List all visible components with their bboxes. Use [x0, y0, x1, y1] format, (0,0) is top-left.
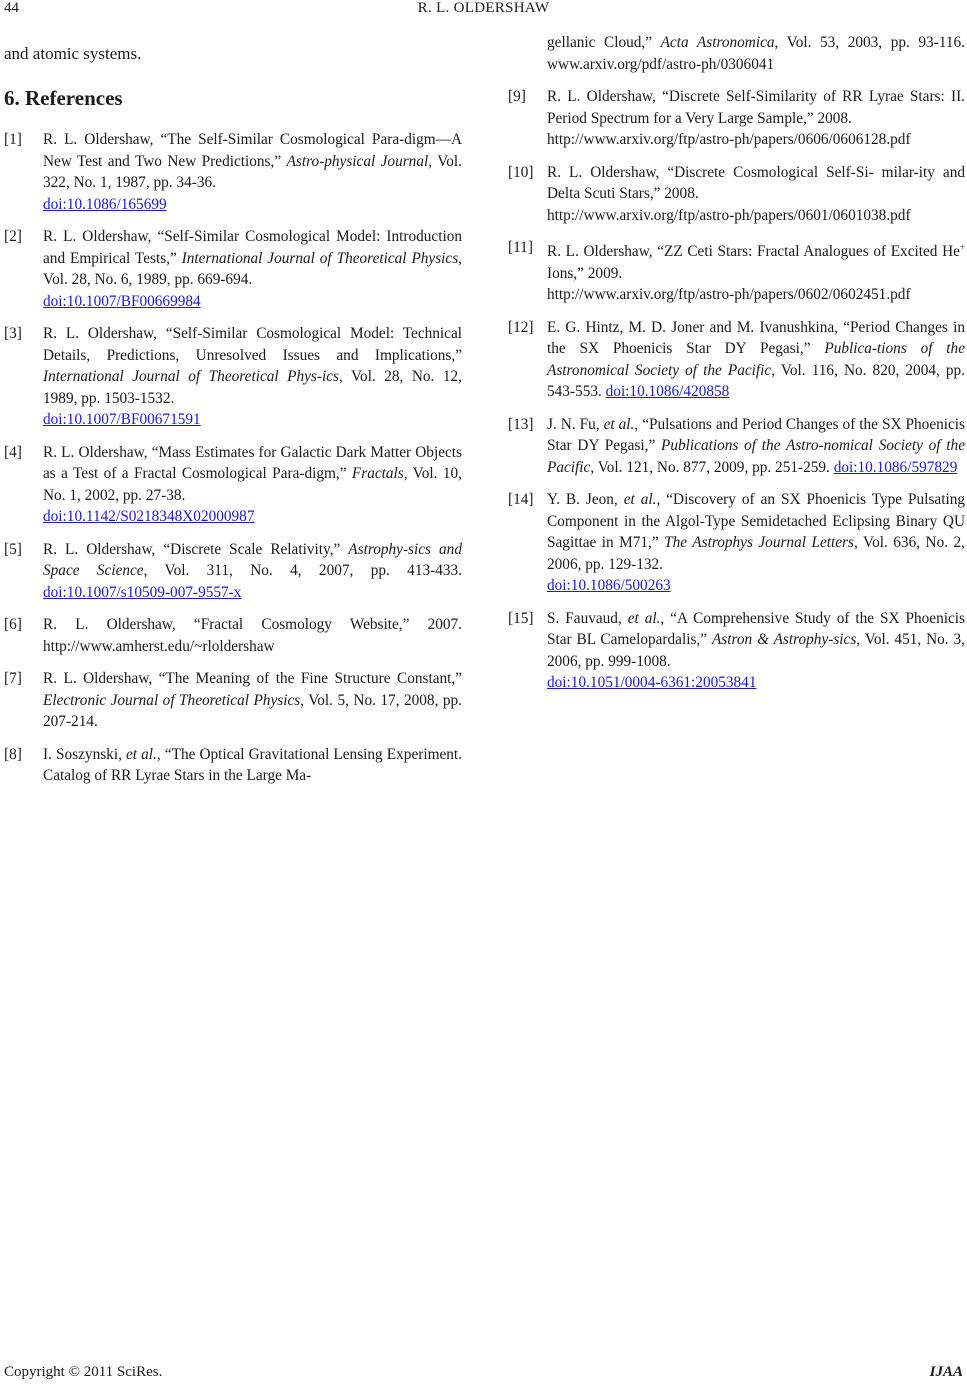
reference-13 — [508, 414, 965, 479]
ref-number: [12] — [508, 318, 534, 336]
ref-number: [15] — [508, 609, 534, 627]
ref-text: , Vol. 53, 2003, pp. 93-116. www.arxiv.org/pdf/astro-ph/0306041 — [547, 34, 965, 73]
reference-5 — [4, 539, 462, 604]
page-number: 44 — [4, 0, 19, 16]
ref-etal: et al. — [623, 491, 657, 509]
ref-number: [14] — [508, 491, 534, 509]
ref-text: , “Discovery of an SX Phoenicis Type Pulsating Component in the Algol-Type Semidetached Eclipsing Binary QU Sagittae in M71,” — [547, 491, 965, 552]
reference-8 — [4, 744, 462, 787]
reference-9 — [508, 86, 965, 151]
superscript: + — [959, 242, 965, 252]
doi-link[interactable]: doi:10.1086/420858 — [605, 383, 730, 401]
ref-text: S. Fauvaud, — [547, 609, 628, 627]
ref-number: [4] — [4, 443, 22, 461]
doi-link[interactable]: doi:10.1007/s10509-007-9557-x — [43, 583, 242, 601]
ref-journal: International Journal of Theoretical Physics — [181, 249, 459, 267]
ref-text: Y. B. Jeon, — [547, 491, 624, 509]
ref-text: , Vol. 636, No. 2, 2006, pp. 129-132. — [547, 534, 966, 573]
ref-number: [11] — [508, 239, 533, 256]
left-column — [4, 44, 462, 798]
ref-text: , Vol. 451, No. 3, 2006, pp. 999-1008. — [547, 631, 965, 670]
ref-number: [7] — [4, 670, 22, 687]
ref-number: [10] — [508, 163, 534, 181]
ref-journal: Fractals — [351, 465, 404, 482]
ref-text: , “The Optical Gravitational Lensing Experiment. Catalog of RR Lyrae Stars in the Large Ma- — [43, 745, 462, 784]
ref-journal: Astrophy-sics and Space Science — [43, 540, 462, 579]
ref-number: [6] — [4, 616, 22, 633]
ref-url[interactable]: http://www.arxiv.org/ftp/astro-ph/papers/0602/0602451.pdf — [547, 286, 911, 304]
ref-text: Ions,” 2009. — [547, 264, 623, 282]
ref-text: R. L. Oldershaw, “Self-Similar Cosmological Model: Introduction and Empirical Tests,” — [43, 228, 462, 267]
footer-journal: IJAA — [929, 1364, 963, 1380]
ref-text: J. N. Fu, — [547, 415, 604, 433]
ref-etal: et al. — [603, 415, 635, 433]
ref-text: I. Soszynski, — [43, 745, 126, 763]
ref-text: , “Pulsations and Period Changes of the SX Phoenicis Star DY Pegasi,” — [547, 415, 965, 455]
ref-text: R. L. Oldershaw, “Discrete Scale Relativity,” — [43, 540, 349, 558]
ref-number: [1] — [4, 131, 22, 148]
ref-journal: Astro-physical Journal — [286, 152, 429, 170]
ref-journal: Acta Astronomica — [660, 34, 775, 51]
doi-link[interactable]: doi:10.1007/BF00669984 — [43, 292, 201, 310]
ref-text: R. L. Oldershaw, “Discrete Cosmological Self-Si- milar-ity and Delta Scuti Stars,” 2008. — [547, 163, 965, 202]
lead-text: and atomic systems. — [4, 44, 142, 63]
reference-12 — [508, 317, 965, 403]
ref-etal: et al. — [126, 745, 157, 763]
right-column — [508, 32, 965, 705]
reference-15 — [508, 608, 965, 694]
section-title: 6. References — [4, 86, 123, 110]
reference-8-continued — [508, 32, 965, 75]
ref-number: [5] — [4, 540, 22, 558]
ref-text: R. L. Oldershaw, “Fractal Cosmology Website,” 2007. http://www.amherst.edu/~rloldershaw — [43, 616, 462, 655]
reference-1 — [4, 129, 462, 215]
doi-link[interactable]: doi:10.1086/597829 — [833, 458, 958, 476]
ref-number: [8] — [4, 745, 22, 763]
ref-text: , Vol. 116, No. 820, 2004, pp. 543-553. — [547, 361, 966, 401]
ref-text: R. L. Oldershaw, “Discrete Self-Similarity of RR Lyrae Stars: II. Period Spectrum for a Very Large Sample,” 2008. — [547, 88, 965, 127]
ref-text: gellanic Cloud,” — [547, 34, 661, 51]
ref-journal: Electronic Journal of Theoretical Physics — [43, 691, 301, 709]
ref-text: E. G. Hintz, M. D. Joner and M. Ivanushkina, “Period Changes in the SX Phoenicis Star DY Pegasi,” — [547, 318, 965, 358]
ref-url[interactable]: http://www.arxiv.org/ftp/astro-ph/papers/0601/0601038.pdf — [547, 206, 911, 224]
ref-text: , Vol. 322, No. 1, 1987, pp. 34-36. — [43, 152, 463, 191]
ref-text: R. L. Oldershaw, “The Self-Similar Cosmological Para-digm―A New Test and Two New Predictions,” — [43, 131, 462, 170]
ref-text: , Vol. 121, No. 877, 2009, pp. 251-259. — [590, 458, 834, 476]
ref-etal: et al. — [627, 609, 661, 627]
footer-copyright: Copyright © 2011 SciRes. — [4, 1364, 163, 1380]
ref-number: [2] — [4, 228, 22, 245]
doi-link[interactable]: doi:10.1142/S0218348X02000987 — [43, 508, 255, 525]
ref-journal: International Journal of Theoretical Phys-ics — [43, 368, 339, 385]
ref-number: [13] — [508, 415, 534, 433]
ref-journal: The Astrophys Journal Letters — [664, 534, 854, 552]
reference-7 — [4, 668, 462, 733]
reference-3 — [4, 323, 462, 431]
reference-11 — [508, 237, 965, 306]
ref-text: R. L. Oldershaw, “Mass Estimates for Galactic Dark Matter Objects as a Test of a Fractal Cosmological Para-digm,” — [43, 443, 462, 482]
ref-text: R. L. Oldershaw, “Self-Similar Cosmological Model: Technical Details, Predictions, Unresolved Issues and Implications,” — [43, 325, 462, 364]
doi-link[interactable]: doi:10.1086/500263 — [547, 577, 671, 595]
ref-text: , Vol. 5, No. 17, 2008, pp. 207-214. — [43, 691, 462, 730]
ref-journal: Astron & Astrophy-sics — [711, 631, 857, 649]
doi-link[interactable]: doi:10.1086/165699 — [43, 195, 167, 213]
doi-link[interactable]: doi:10.1051/0004-6361:20053841 — [547, 674, 757, 692]
doi-link[interactable]: doi:10.1007/BF00671591 — [43, 411, 201, 428]
ref-text: R. L. Oldershaw, “The Meaning of the Fine Structure Constant,” — [43, 670, 462, 687]
running-head: R. L. OLDERSHAW — [417, 0, 550, 16]
ref-text: , Vol. 28, No. 6, 1989, pp. 669-694. — [43, 249, 462, 288]
ref-text: R. L. Oldershaw, “ZZ Ceti Stars: Fractal Analogues of Excited He — [547, 243, 960, 261]
ref-number: [3] — [4, 325, 22, 342]
ref-journal: Publications of the Astro-nomical Society of the Pacific — [547, 437, 965, 476]
ref-journal: Publica-tions of the Astronomical Society of the Pacific — [547, 340, 965, 379]
reference-14 — [508, 489, 965, 597]
reference-6 — [4, 614, 462, 657]
ref-text: , “A Comprehensive Study of the SX Phoenicis Star BL Camelopardalis,” — [547, 609, 965, 649]
reference-2 — [4, 226, 462, 312]
ref-text: , Vol. 10, No. 1, 2002, pp. 27-38. — [43, 465, 462, 504]
ref-url[interactable]: http://www.arxiv.org/ftp/astro-ph/papers/0606/0606128.pdf — [547, 131, 911, 148]
ref-number: [9] — [508, 88, 526, 105]
ref-text: , Vol. 28, No. 12, 1989, pp. 1503-1532. — [43, 368, 462, 407]
reference-10 — [508, 162, 965, 227]
ref-text: , Vol. 311, No. 4, 2007, pp. 413-433. — [143, 562, 462, 579]
reference-4 — [4, 442, 462, 528]
